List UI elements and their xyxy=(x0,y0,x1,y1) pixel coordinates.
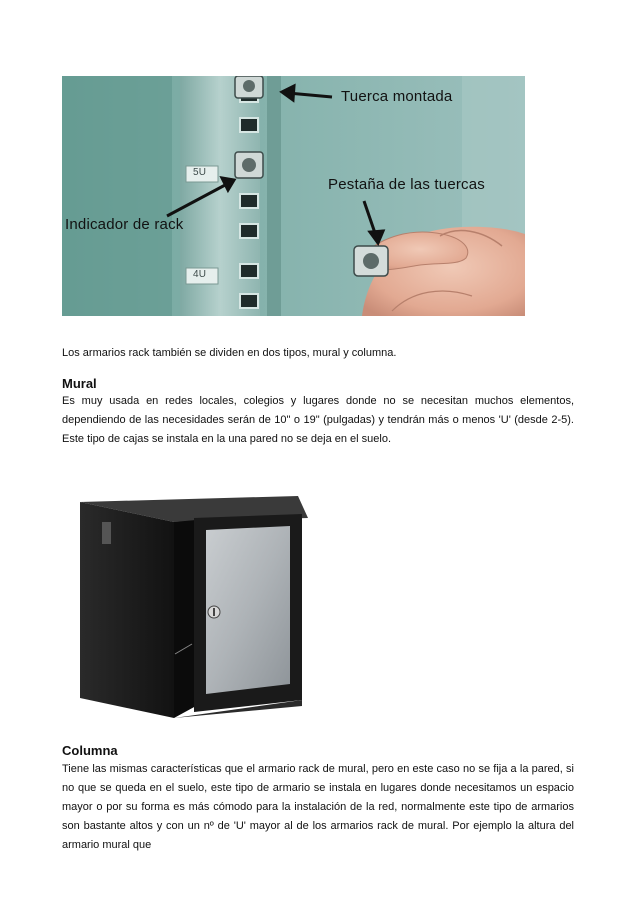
wall-cabinet-photo xyxy=(76,494,308,718)
label-unit-4: 4U xyxy=(193,269,207,280)
rack-rail-photo xyxy=(62,76,525,316)
mural-heading: Mural xyxy=(62,376,97,391)
columna-heading: Columna xyxy=(62,743,118,758)
mural-paragraph: Es muy usada en redes locales, colegios y lugares donde no se necesitan muchos elementos, dependiendo de las necesidades serán de 10" o 19" (pulgadas) y tendrán más o menos 'U' (desde 2-5). Este tipo de cajas se instala en la una pared no se deja en el suelo. xyxy=(62,395,574,445)
intro-paragraph: Los armarios rack también se dividen en dos tipos, mural y columna. xyxy=(62,347,397,359)
columna-paragraph: Tiene las mismas características que el armario rack de mural, pero en este caso no se fija a la pared, si no que se queda en el suelo, este tipo de armario se instala en lugares donde necesitamos un espacio mayor o por su forma es más cómodo para la instalación de la red, normalmente este tipo de armarios son bastante altos y con un nº de 'U' mayor al de los armarios rack de mural. Por ejemplo la altura del armario mural que xyxy=(62,763,574,851)
lock-icon xyxy=(208,606,220,618)
label-mounted-nut: Tuerca montada xyxy=(341,88,453,105)
label-unit-5: 5U xyxy=(193,167,207,178)
held-cage-nut xyxy=(354,246,388,276)
rack-rail-illustration xyxy=(62,76,525,316)
wall-cabinet-illustration xyxy=(76,494,308,718)
label-rack-indicator: Indicador de rack xyxy=(65,216,184,233)
label-nut-tab: Pestaña de las tuercas xyxy=(328,176,485,193)
